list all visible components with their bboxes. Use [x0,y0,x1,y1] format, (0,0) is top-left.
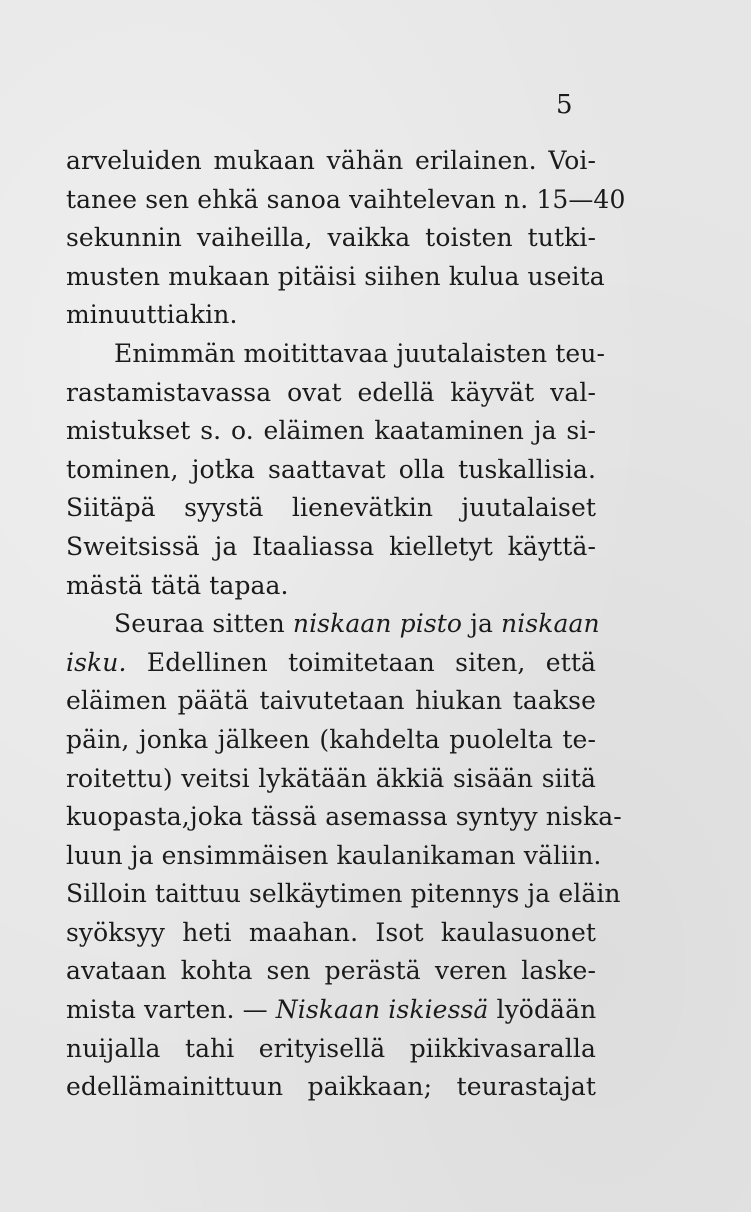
text-line: Sweitsissä ja Itaaliassa kielletyt käyttä- [66,531,596,561]
text-segment: Seuraa sitten [114,609,293,639]
text-line: sekunnin vaiheilla, vaikka toisten tutki- [66,223,596,253]
text-line: arveluiden mukaan vähän erilainen. Voi- [66,146,596,175]
text-line: nuijalla tahi erityisellä piikkivasaralla [66,1033,596,1063]
text-line: tominen, jotka saattavat olla tuskallisia. [66,454,596,484]
text-line [66,991,596,1030]
paragraph-start-line: Enimmän moitittavaa juutalaisten teu- [114,338,605,368]
text-line: edellämainittuun paikkaan; teurastajat [66,1072,596,1102]
text-line: Siitäpä syystä lienevätkin juutalaiset [66,493,596,523]
text-line: tanee sen ehkä sanoa vaihtelevan n. 15—40 [66,184,626,214]
text-line: eläimen päätä taivutetaan hiukan taakse [66,686,596,716]
text-line: rastamistavassa ovat edellä käyvät val- [66,377,596,407]
text-line: musten mukaan pitäisi siihen kulua useita [66,261,605,291]
italic-term: Niskaan iskiessä [275,995,489,1025]
text-segment: mista varten. — [66,995,276,1025]
text-line: roitettu) veitsi lykätään äkkiä sisään siitä [66,763,596,793]
text-line: Silloin taittuu selkäytimen pitennys ja eläin [66,879,621,909]
italic-term: niskaan pisto [292,609,463,639]
italic-term: isku. [66,647,127,677]
text-line: kuopasta,joka tässä asemassa syntyy niska- [66,802,622,832]
text-line: avataan kohta sen perästä veren laske- [66,956,596,986]
page-number: 5 [556,90,573,120]
text-segment: ja [462,609,502,639]
paragraph-start-line [66,605,600,644]
text-line: mistukset s. o. eläimen kaataminen ja si- [66,416,596,446]
text-line: mästä tätä tapaa. [66,570,289,600]
text-segment: Edellinen toimitetaan siten, että [126,647,596,677]
body-text [66,142,626,1107]
text-line: minuuttiakin. [66,300,238,330]
text-line: päin, jonka jälkeen (kahdelta puolelta te- [66,724,596,754]
text-line: syöksyy heti maahan. Isot kaulasuonet [66,917,596,947]
text-line: luun ja ensimmäisen kaulanikaman väliin. [66,840,602,870]
italic-term: niskaan [501,609,600,639]
text-line [66,644,596,683]
text-segment: lyödään [488,995,597,1025]
